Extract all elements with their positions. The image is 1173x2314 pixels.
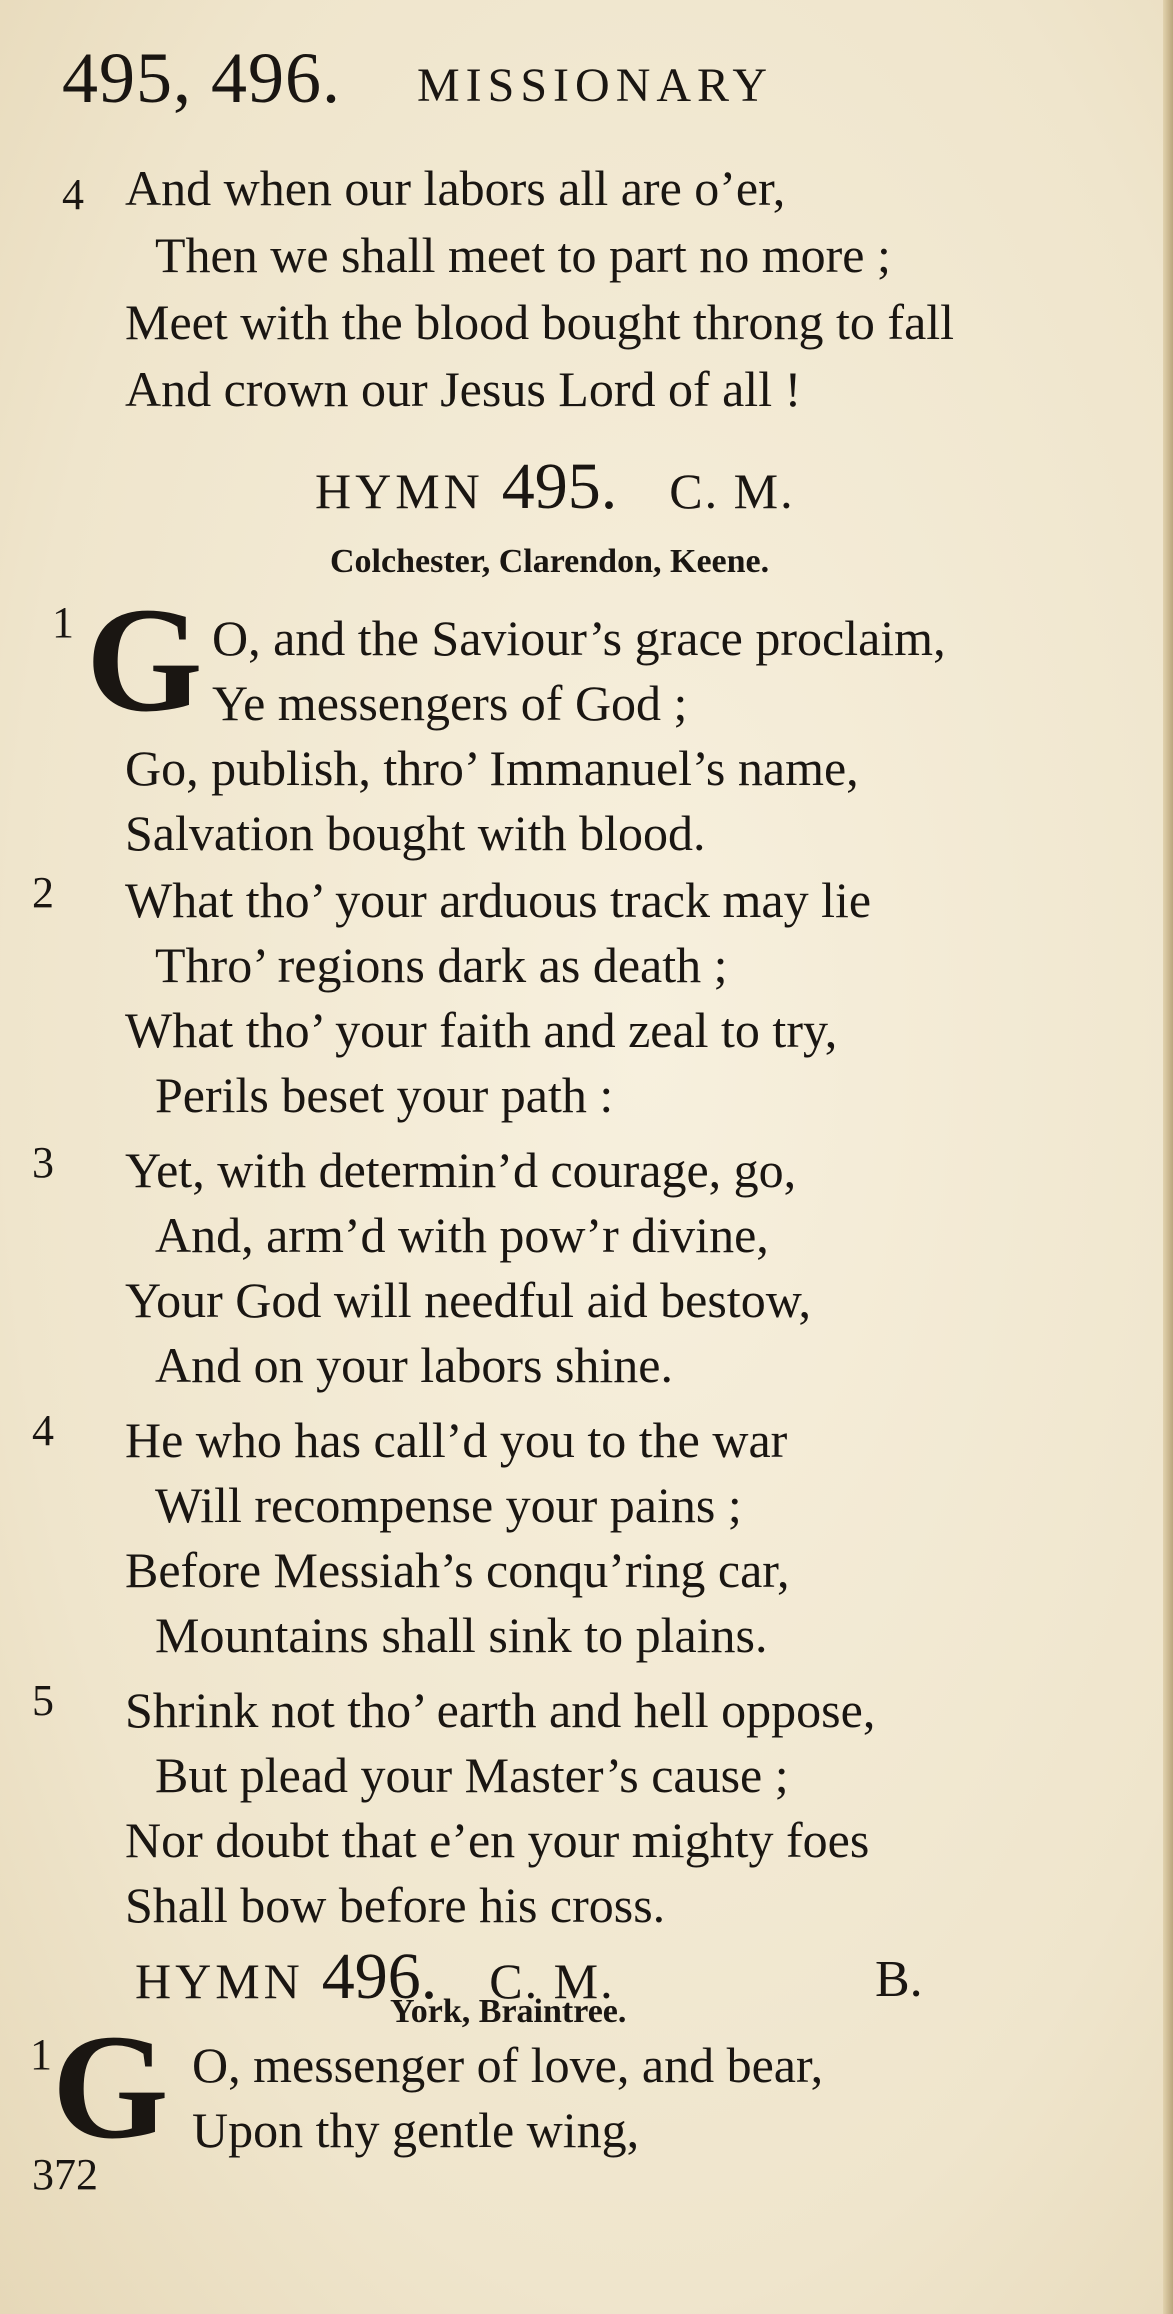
drop-cap: G xyxy=(52,2004,169,2170)
hymn-author-initial: B. xyxy=(875,1951,923,2008)
verse-line: Shrink not tho’ earth and hell oppose, xyxy=(125,1682,876,1738)
verse-line: Shall bow before his cross. xyxy=(125,1877,666,1933)
verse-line: Yet, with determin’d courage, go, xyxy=(125,1142,797,1198)
verse-number: 2 xyxy=(32,868,54,917)
verse-number: 4 xyxy=(32,1406,54,1455)
hymn-meter: C. M. xyxy=(669,463,795,519)
verse-number: 1 xyxy=(52,598,74,647)
header-hymn-numbers: 495, 496. xyxy=(62,38,341,118)
verse-line: Upon thy gentle wing, xyxy=(192,2102,640,2158)
hymn-495-tunes: Colchester, Clarendon, Keene. xyxy=(330,543,770,580)
verse-number: 5 xyxy=(32,1676,54,1725)
verse-line: Ye messengers of God ; xyxy=(212,675,688,731)
verse-line: Nor doubt that e’en your mighty foes xyxy=(125,1812,870,1868)
verse-line: What tho’ your faith and zeal to try, xyxy=(125,1002,838,1058)
verse-line: And, arm’d with pow’r divine, xyxy=(155,1207,769,1263)
verse-line: Then we shall meet to part no more ; xyxy=(155,227,891,283)
hymn-meter: C. M. xyxy=(489,1953,615,2009)
page-number: 372 xyxy=(32,2150,98,2199)
verse-line: O, messenger of love, and bear, xyxy=(192,2037,824,2093)
hymn-number: 496. xyxy=(321,1940,438,2013)
verse-number: 1 xyxy=(30,2030,52,2079)
verse-line: And on your labors shine. xyxy=(155,1337,673,1393)
verse-line: Will recompense your pains ; xyxy=(155,1477,742,1533)
header-section-title: MISSIONARY xyxy=(417,59,774,112)
verse-line: Go, publish, thro’ Immanuel’s name, xyxy=(125,740,859,796)
verse-number: 4 xyxy=(62,170,84,219)
running-header xyxy=(62,38,1122,118)
verse-line: What tho’ your arduous track may lie xyxy=(125,872,872,928)
page-edge xyxy=(1163,0,1173,2314)
verse-line: Your God will needful aid bestow, xyxy=(125,1272,812,1328)
verse-line: Perils beset your path : xyxy=(155,1067,614,1123)
verse-line: And crown our Jesus Lord of all ! xyxy=(125,361,802,417)
verse-line: Before Messiah’s conqu’ring car, xyxy=(125,1542,790,1598)
hymn-label: HYMN xyxy=(135,1953,304,2009)
hymn-number: 495. xyxy=(501,450,618,523)
verse-line: Salvation bought with blood. xyxy=(125,805,706,861)
verse-line: But plead your Master’s cause ; xyxy=(155,1747,789,1803)
hymn-496-tunes: York, Braintree. xyxy=(390,1993,627,2030)
drop-cap: G xyxy=(86,577,203,743)
verse-line: Meet with the blood bought throng to fall xyxy=(125,294,955,350)
verse-line: And when our labors all are o’er, xyxy=(125,160,786,216)
verse-line: Mountains shall sink to plains. xyxy=(155,1607,768,1663)
verse-line: He who has call’d you to the war xyxy=(125,1412,788,1468)
hymn-495-heading xyxy=(315,447,795,544)
verse-line: Thro’ regions dark as death ; xyxy=(155,937,728,993)
verse-line: O, and the Saviour’s grace proclaim, xyxy=(212,610,946,666)
verse-number: 3 xyxy=(32,1138,54,1187)
hymn-label: HYMN xyxy=(315,463,484,519)
